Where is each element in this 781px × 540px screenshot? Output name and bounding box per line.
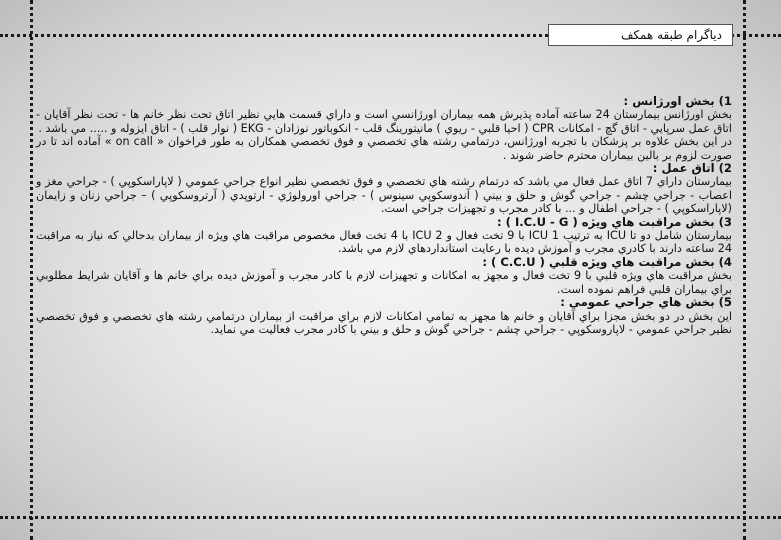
section-text-general-surgery: اين بخش در دو بخش مجزا براي آقايان و خانم ها مجهز به تمامي امكانات لازم براي مراقبت از بيماران درتمامي رشته هاي تخصصي و فوق تخصصي نظير جراحي عمومي - لاپاروسكوپي - جراحي چشم - جراحي گوش و حلق و بيني با كادر مجرب فعاليت مي نمايد. xyxy=(36,309,732,336)
section-text-icu: بيمارستان شامل دو تا ICU به ترتيب ICU 1 با 9 تخت فعال و ICU 2 با 4 تخت فعال مخصوص مراقبت هاي ويژه از بيماران بدحالي كه نياز به مراقبت 24 ساعته دارند با كادري مجرب و آموزش ديده با رعايت استانداردهاي لازم مي باشد. xyxy=(36,229,732,256)
section-heading-operating-room: 2) اتاق عمل : xyxy=(652,161,732,176)
section-heading-ccu: 4) بخش مراقبت هاي ويژه قلبي ( C.C.U ) : xyxy=(482,254,732,269)
section-text-ccu: بخش مراقبت هاي ويژه قلبي با 9 تخت فعال و مجهز به امكانات و تجهيزات لازم با كادر مجرب و آموزش ديده براي خانم ها و آقايان شرايط مطلوبي براي بيماران قلبي فراهم نموده است. xyxy=(36,269,732,296)
right-dotted-border xyxy=(743,0,746,540)
section-heading-emergency: 1) بخش اورژانس : xyxy=(623,94,732,108)
section-text-emergency-2: در اين بخش علاوه بر پزشكان با تجربه اورژانس، درتمامي رشته هاي تخصصي و فوق تخصصي همكاران به طور فراخوان « on call » آماده اند تا در صورت لزوم بر بالين بيماران محترم حاضر شوند . xyxy=(36,135,732,162)
document-body xyxy=(36,95,732,336)
section-text-operating-room: بيمارستان داراي 7 اتاق عمل فعال مي باشد كه درتمام رشته هاي تخصصي و فوق تخصصي نظير انواع جراحي عمومي ( لاپاراسكوپي ) - جراحي مغز و اعصاب - جراحي چشم - جراحي گوش و حلق و بيني ( آندوسكوپي سينوس ) - جراحي اورولوژي - ارتوپدي ( آرتروسكوپي ) – جراحي زنان و زايمان (لاپاراسكوپي ) - جراحي اطفال و ... با كادر مجرب و تجهيزات جراحي است. xyxy=(36,175,732,216)
section-text-emergency-1: بخش اورژانس بيمارستان 24 ساعته آماده پذيرش همه بيماران اورژانسي است و داراي قسمت هايي نظير اتاق تحت نظر خانم ها - تحت نظر آقايان - اتاق عمل سرپايي - اتاق گچ - امكانات CPR ( احيا قلبي - ريوي ) مانيتورينگ قلب - انكوباتور نوزادان - EKG ( نوار قلب ) - اتاق ايزوله و ..... مي باشد . xyxy=(36,108,733,135)
page-title: دیاگرام طبقه همکف xyxy=(548,24,733,46)
section-heading-icu: 3) بخش مراقبت هاي ويژه ( I.C.U - G ) : xyxy=(496,214,732,229)
left-dotted-border xyxy=(30,0,33,540)
bottom-dotted-border xyxy=(0,516,781,519)
section-heading-general-surgery: 5) بخش هاي جراحي عمومي : xyxy=(560,295,732,310)
